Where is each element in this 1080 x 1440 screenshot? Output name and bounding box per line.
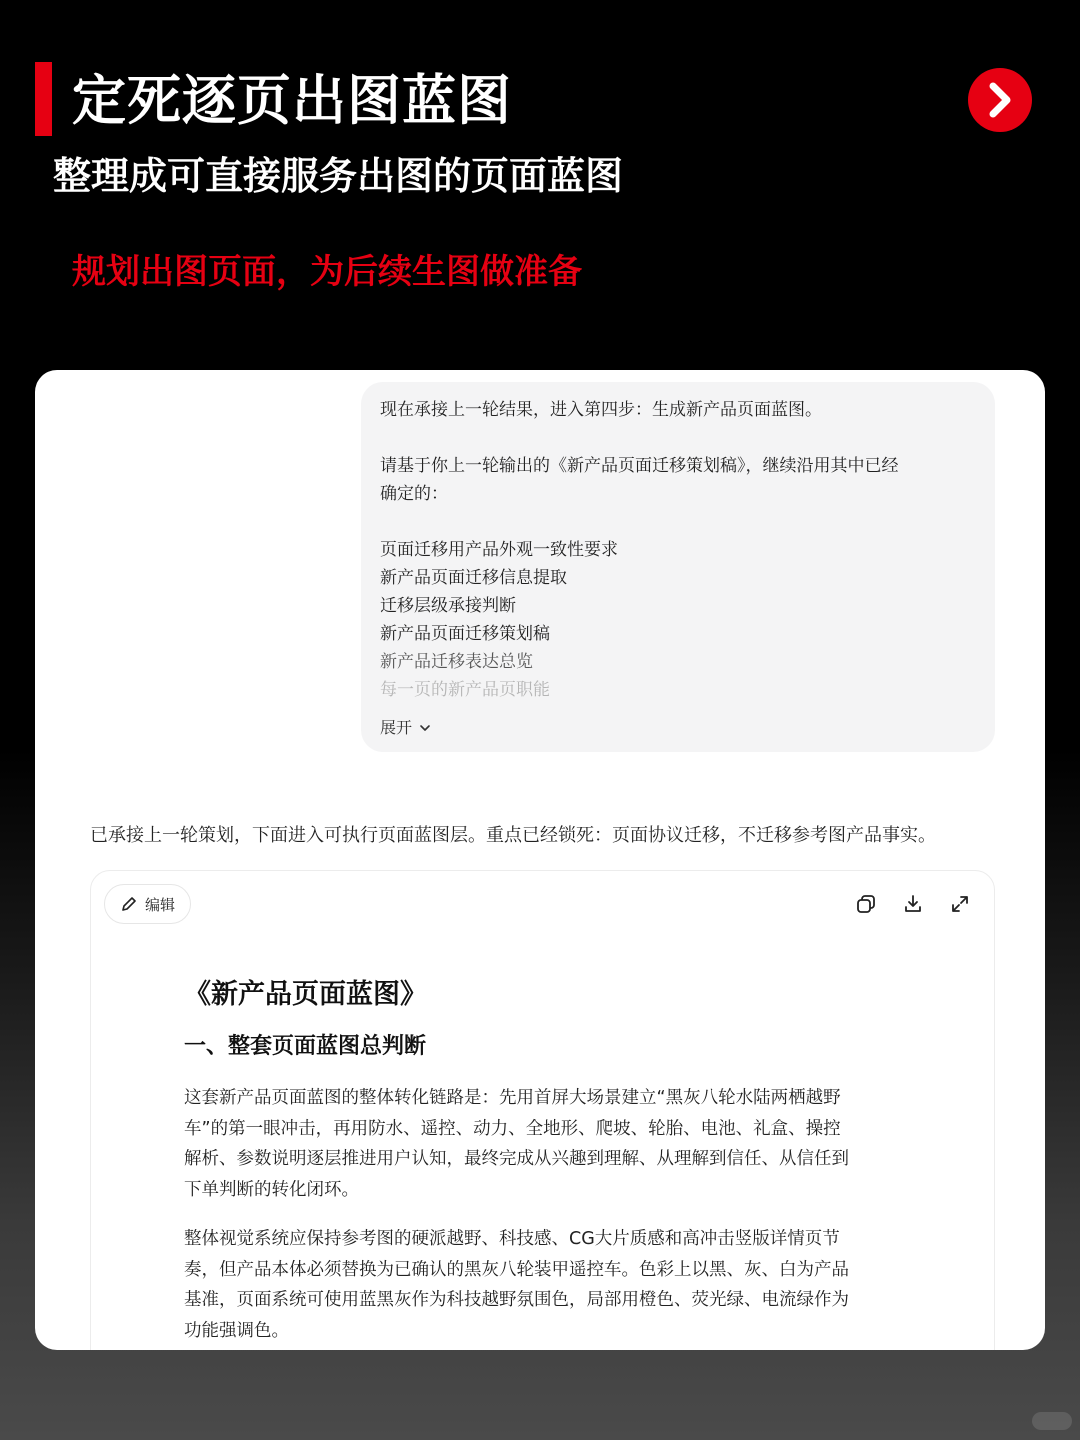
- paragraph-line: 功能强调色。: [184, 1320, 289, 1341]
- list-item: 每一页的新产品页职能: [380, 680, 550, 698]
- paragraph-line: 这套新产品页面蓝图的整体转化链路是：先用首屏大场景建立“黑灰八轮水陆两栖越野: [184, 1088, 841, 1108]
- next-button[interactable]: [968, 68, 1032, 132]
- expand-button[interactable]: [380, 714, 432, 742]
- paragraph-line: 下单判断的转化闭环。: [184, 1179, 359, 1200]
- user-message-line: 确定的：: [380, 484, 448, 504]
- list-item: 迁移层级承接判断: [380, 596, 516, 616]
- expand-arrows-icon: [949, 893, 971, 915]
- download-button[interactable]: [900, 891, 926, 917]
- copy-button[interactable]: [853, 891, 879, 917]
- list-item: 新产品页面迁移策划稿: [380, 624, 550, 644]
- paragraph-line: 整体视觉系统应保持参考图的硬派越野、科技感、CG大片质感和高冲击竖版详情页节: [184, 1229, 840, 1249]
- paragraph-line: 车”的第一眼冲击，再用防水、遥控、动力、全地形、爬坡、轮胎、电池、礼盒、操控: [184, 1118, 841, 1139]
- paragraph-line: 解析、参数说明逐层推进用户认知，最终完成从兴趣到理解、从理解到信任、从信任到: [184, 1149, 849, 1169]
- title-accent-bar: [35, 62, 52, 136]
- pencil-icon: [120, 895, 138, 913]
- paragraph-line: 奏，但产品本体必须替换为已确认的黑灰八轮装甲遥控车。色彩上以黑、灰、白为产品: [184, 1259, 849, 1280]
- expand-label: 展开: [380, 718, 413, 737]
- watermark: [1032, 1412, 1072, 1430]
- list-item: 新产品迁移表达总览: [380, 652, 533, 672]
- fullscreen-button[interactable]: [947, 891, 973, 917]
- document-title: 《新产品页面蓝图》: [184, 979, 427, 1010]
- copy-icon: [855, 893, 877, 915]
- assistant-intro-text: 已承接上一轮策划，下面进入可执行页面蓝图层。重点已经锁死：页面协议迁移，不迁移参考图产品事实。: [90, 825, 936, 846]
- highlight-caption: 规划出图页面，为后续生图做准备: [72, 252, 582, 292]
- user-message-line: 现在承接上一轮结果，进入第四步：生成新产品页面蓝图。: [380, 400, 822, 420]
- page-subtitle: 整理成可直接服务出图的页面蓝图: [53, 154, 624, 198]
- paragraph-line: 基准，页面系统可使用蓝黑灰作为科技越野氛围色，局部用橙色、荧光绿、电流绿作为: [184, 1290, 849, 1310]
- chat-screenshot-card: [35, 370, 1045, 1350]
- list-item: 新产品页面迁移信息提取: [380, 568, 567, 588]
- user-message-line: 请基于你上一轮输出的《新产品页面迁移策划稿》，继续沿用其中已经: [380, 456, 899, 476]
- paragraph-2: [184, 1224, 914, 1346]
- chevron-right-icon: [980, 80, 1020, 120]
- page-title: 定死逐页出图蓝图: [72, 69, 512, 132]
- document-panel: [90, 870, 995, 1350]
- user-message-bubble: [361, 382, 995, 752]
- chevron-down-icon: [418, 721, 432, 735]
- paragraph-1: [184, 1083, 914, 1205]
- section-heading: 一、整套页面蓝图总判断: [184, 1034, 427, 1059]
- edit-button[interactable]: [104, 884, 191, 924]
- download-icon: [902, 893, 924, 915]
- edit-label: 编辑: [144, 895, 175, 914]
- list-item: 页面迁移用产品外观一致性要求: [380, 540, 618, 560]
